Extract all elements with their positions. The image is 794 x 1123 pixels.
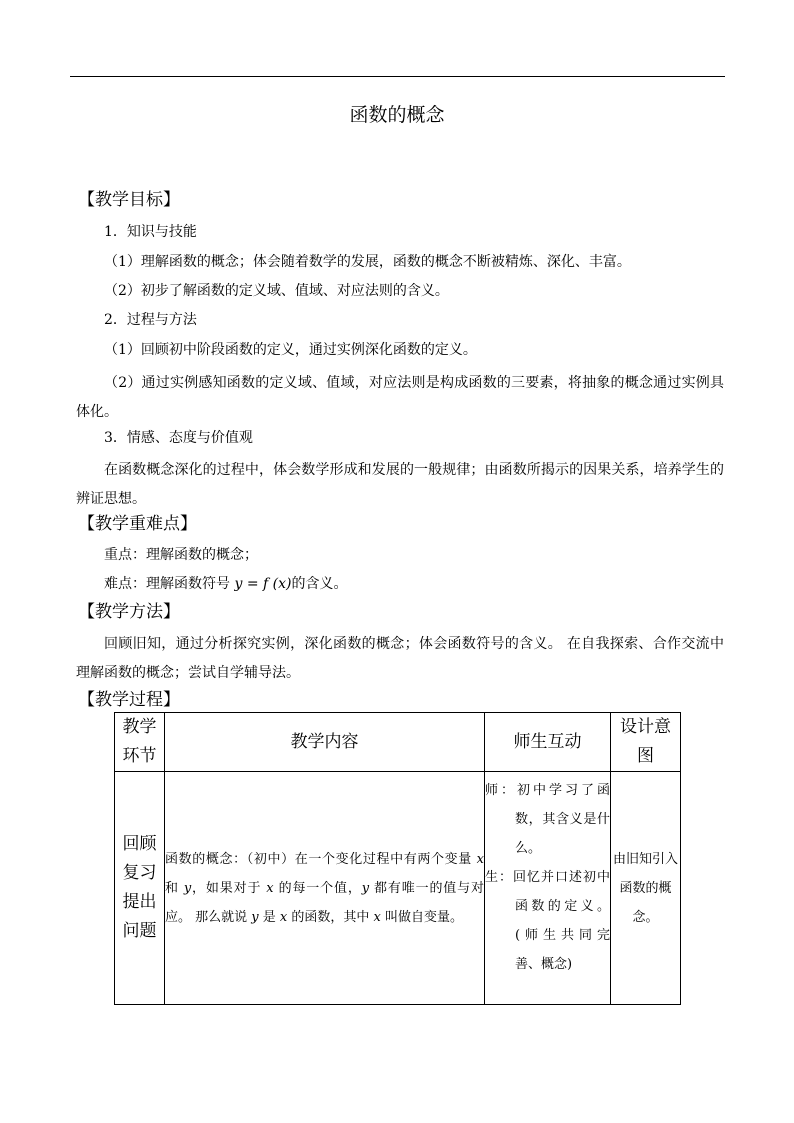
objectives-item1-p2: （2）初步了解函数的定义域、值域、对应法则的含义。 bbox=[104, 283, 449, 299]
cell-interaction bbox=[485, 772, 611, 1005]
table-row bbox=[115, 772, 681, 1005]
process-table bbox=[114, 712, 681, 1005]
objectives-item3-p1: 在函数概念深化的过程中，体会数学形成和发展的一般规律；由函数所揭示的因果关系，培养学生的辨证思想。 bbox=[76, 462, 724, 507]
objectives-item2-heading: 2．过程与方法 bbox=[104, 312, 197, 328]
content-text: 是 bbox=[258, 909, 280, 925]
objectives-item1-p1: （1）理解函数的概念；体会随着数学的发展，函数的概念不断被精炼、深化、丰富。 bbox=[104, 254, 631, 270]
keypoints-difficulty-suffix: 的含义。 bbox=[291, 576, 348, 592]
var-y: y bbox=[251, 909, 259, 925]
keypoints-difficulty-prefix: 难点：理解函数符号 bbox=[104, 576, 235, 592]
keypoints-difficulty bbox=[104, 574, 347, 594]
var-x: x bbox=[476, 851, 484, 867]
objectives-item2-p2: （2）通过实例感知函数的定义域、值域，对应法则是构成函数的三要素，将抽象的概念通过实例具体化。 bbox=[76, 375, 724, 420]
objectives-item3-heading: 3．情感、态度与价值观 bbox=[104, 430, 253, 446]
interaction-student: 生：回忆并口述初中函数的定义。(师生共同完善、概念) bbox=[485, 870, 610, 972]
content-text: 叫做自变量。 bbox=[380, 909, 463, 925]
objectives-item1-heading: 1．知识与技能 bbox=[104, 224, 197, 240]
interaction-teacher: 师：初中学习了函数，其含义是什么。 bbox=[485, 783, 610, 856]
header-interaction: 师生互动 bbox=[485, 713, 611, 772]
content-text: 的函数，其中 bbox=[287, 909, 374, 925]
content-text: ，如果对于 bbox=[191, 880, 267, 896]
keypoints-difficulty-formula: y = f (x) bbox=[234, 576, 292, 592]
table-header-row bbox=[115, 713, 681, 772]
var-x: x bbox=[373, 909, 381, 925]
keypoints-focus: 重点：理解函数的概念； bbox=[104, 547, 258, 563]
var-x: x bbox=[266, 880, 274, 896]
method-text: 回顾旧知，通过分析探究实例，深化函数的概念；体会函数符号的含义。 在自我探索、合作交流中理解函数的概念；尝试自学辅导法。 bbox=[76, 636, 724, 681]
header-intent: 设计意图 bbox=[611, 713, 681, 772]
var-y: y bbox=[183, 880, 192, 896]
content-text: 的每一个值， bbox=[273, 880, 362, 896]
cell-intent: 由旧知引入函数的概念。 bbox=[611, 772, 681, 1005]
objectives-heading: 【教学目标】 bbox=[78, 190, 180, 210]
header-rule bbox=[70, 76, 725, 77]
cell-stage: 回顾复习提出问题 bbox=[115, 772, 165, 1005]
header-stage: 教学环节 bbox=[115, 713, 165, 772]
var-x: x bbox=[279, 909, 288, 925]
objectives-item2-p1: （1）回顾初中阶段函数的定义，通过实例深化函数的定义。 bbox=[104, 342, 477, 358]
document-title: 函数的概念 bbox=[349, 104, 445, 126]
cell-content bbox=[165, 772, 485, 1005]
process-heading: 【教学过程】 bbox=[78, 690, 180, 710]
keypoints-heading: 【教学重难点】 bbox=[78, 514, 197, 534]
method-heading: 【教学方法】 bbox=[78, 602, 180, 622]
var-y: y bbox=[361, 880, 370, 896]
content-text: 函数的概念：（初中）在一个变化过程中有两个变量 bbox=[165, 851, 477, 867]
content-text: 和 bbox=[165, 880, 184, 896]
content-text: 都有唯一的值与对应。 那么就说 bbox=[165, 880, 484, 925]
header-content: 教学内容 bbox=[165, 713, 485, 772]
